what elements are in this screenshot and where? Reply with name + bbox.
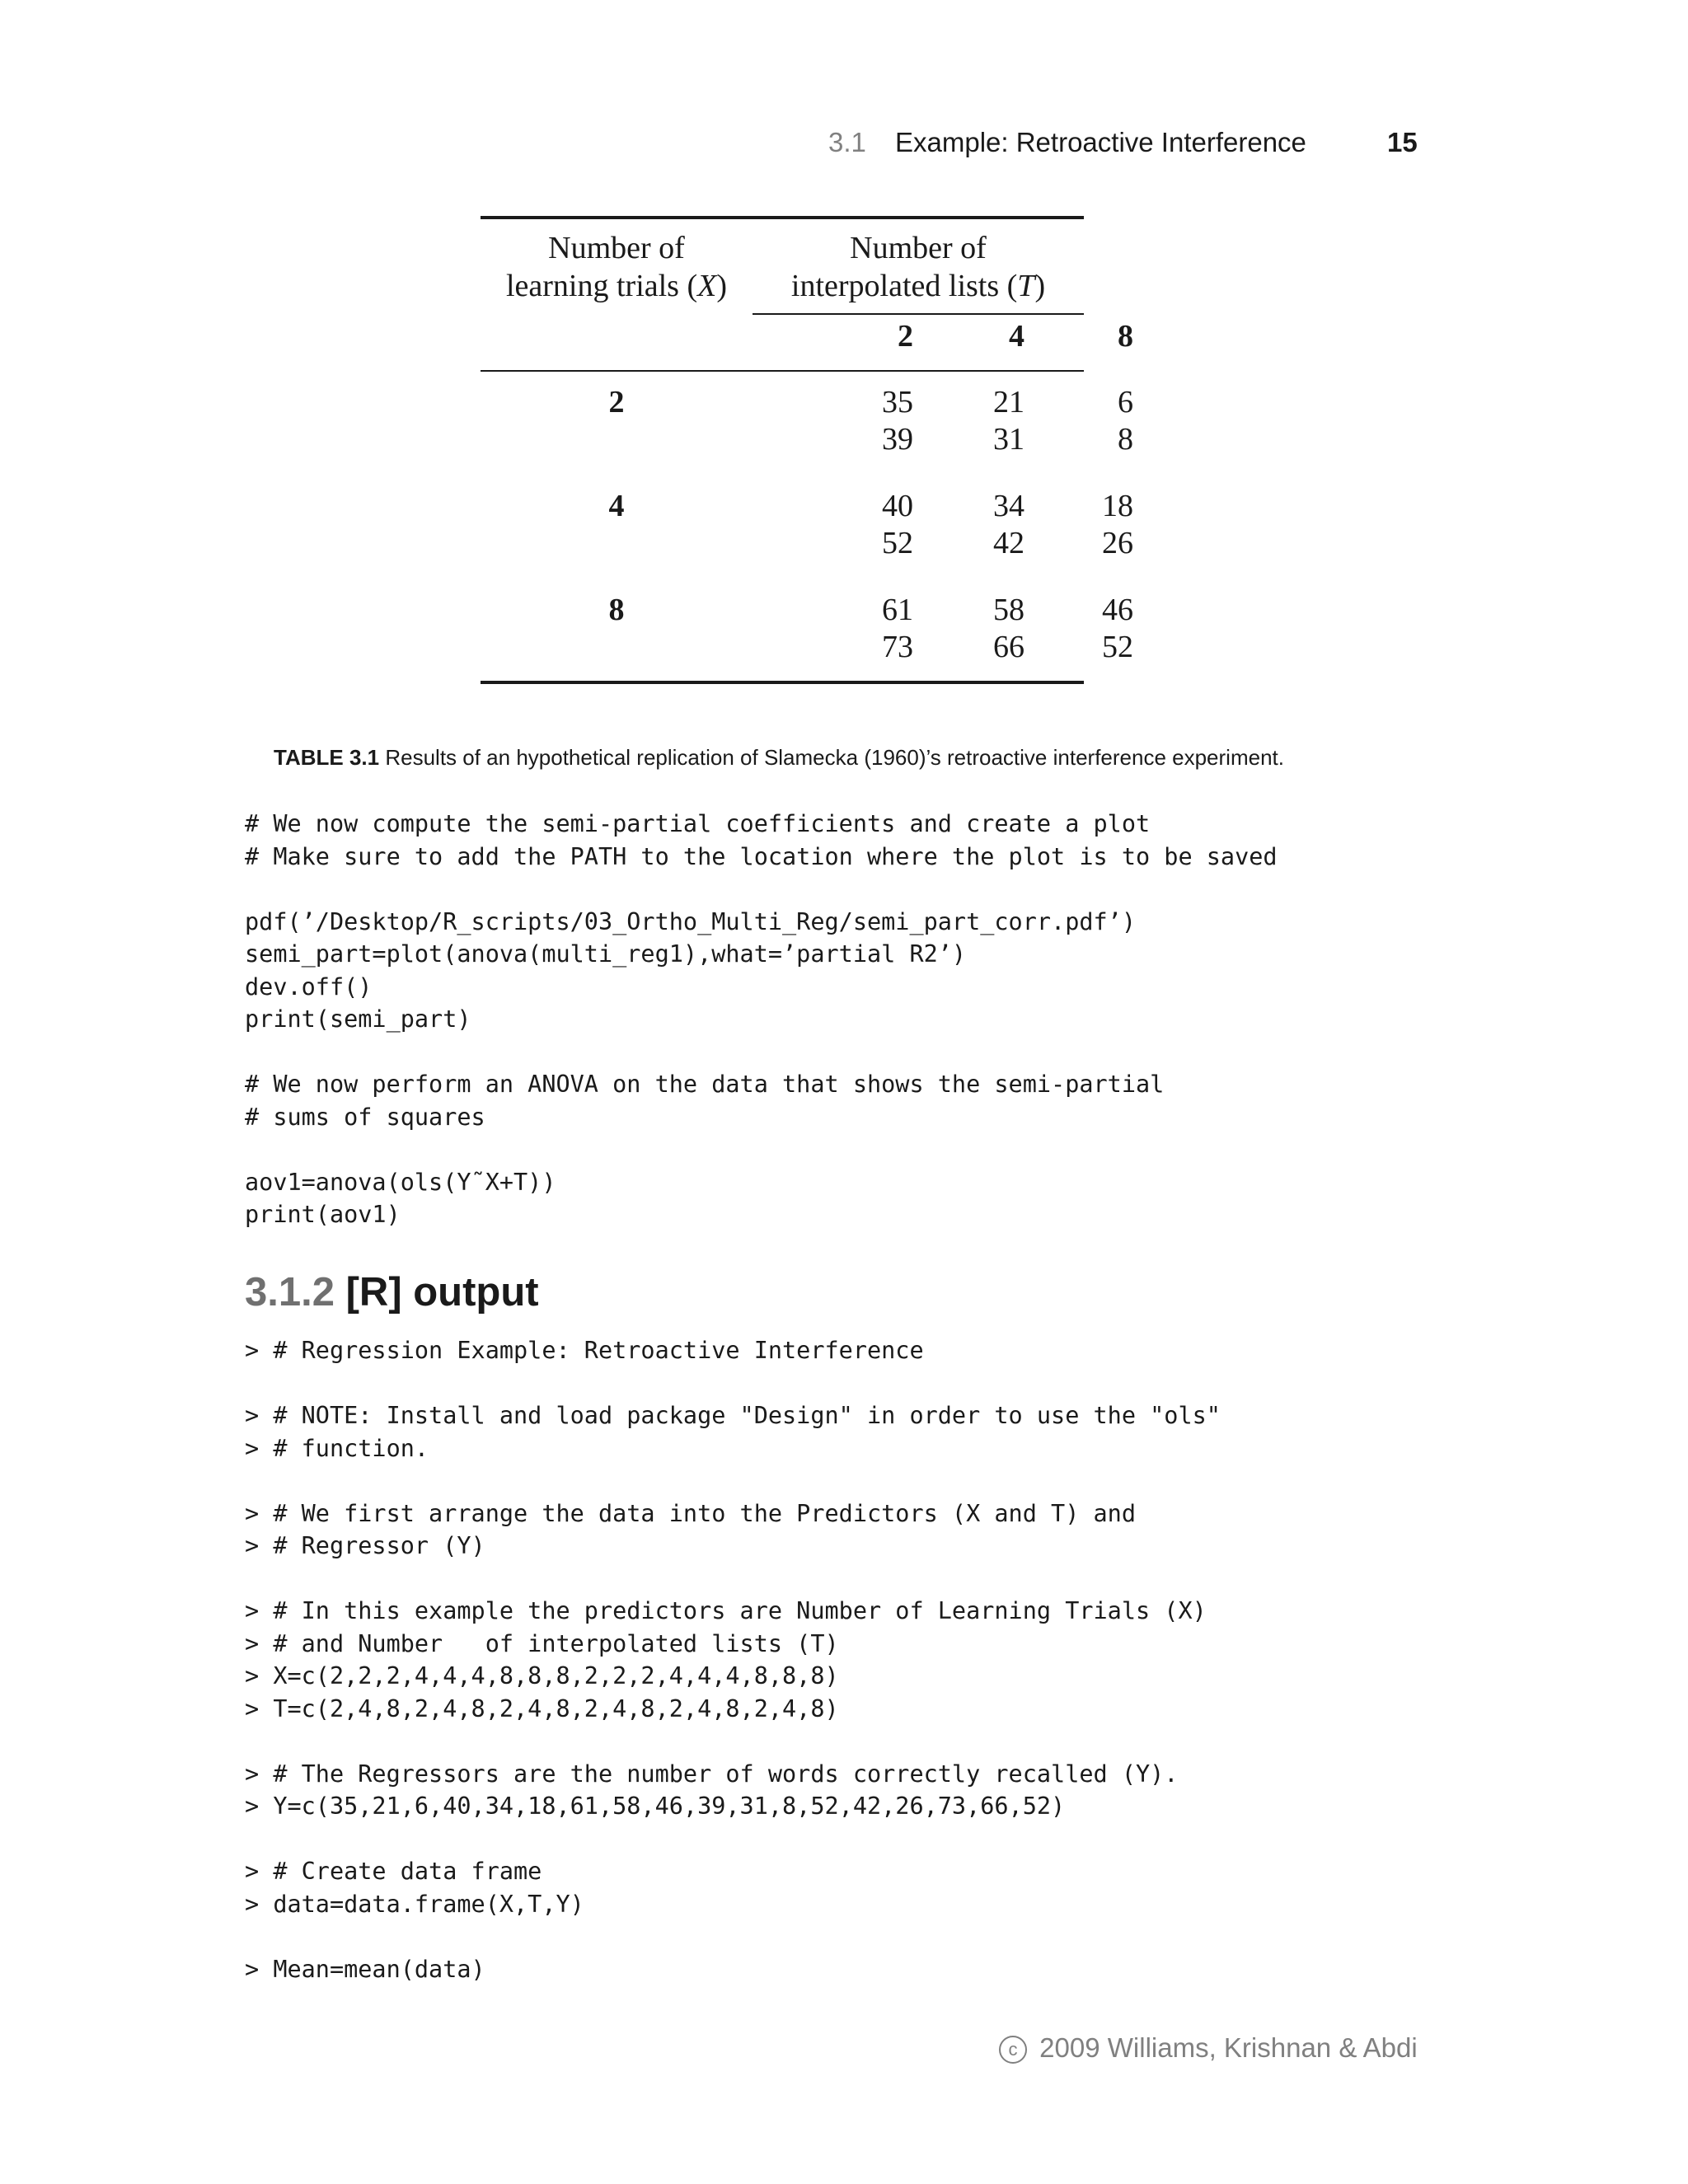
- table-cell: 35: [882, 385, 913, 419]
- t-level-header: 2: [898, 319, 913, 354]
- x-level-label: 4: [608, 489, 625, 523]
- table-cell: 34: [993, 489, 1025, 523]
- table-cell: 42: [993, 526, 1025, 560]
- header-section-title: Example: Retroactive Interference: [895, 127, 1306, 157]
- running-header: [0, 127, 1688, 163]
- table-cell: 52: [1102, 630, 1133, 664]
- subsection-heading: [245, 1269, 539, 1315]
- table-cell: 31: [993, 422, 1025, 457]
- table-bottom-rule: [481, 681, 1084, 684]
- header-section-number: 3.1: [828, 127, 866, 157]
- subsection-title: [R] output: [345, 1270, 539, 1315]
- table-cell: 26: [1102, 526, 1133, 560]
- table-cell: 40: [882, 489, 913, 523]
- table-cell: 52: [882, 526, 913, 560]
- copyright-notice: [999, 2032, 1418, 2064]
- table-header-rule: [481, 370, 1084, 372]
- table-cell: 58: [993, 593, 1025, 627]
- table-cell: 39: [882, 422, 913, 457]
- table-caption: [274, 745, 1284, 771]
- t-level-header: 4: [1009, 319, 1025, 354]
- table-subheader-rule: [753, 313, 1084, 315]
- table-cell: 8: [1118, 422, 1133, 457]
- column-header-learning-trials: Number of learning trials (X): [505, 231, 727, 303]
- table-cell: 46: [1102, 593, 1133, 627]
- r-output-block: > # Regression Example: Retroactive Interference > # NOTE: Install and load package "Design" in order to use the "ols" > # function. > # We first arrange the data into the Predictors (X and T) and > # Regressor (Y) > # In this example the predictors are Number of Learning Trials (X) > # and Number of interpolated lists (T) > X=c(2,2,2,4,4,4,8,8,8,2,2,2,4,4,4,8,8,8) > T=c(2,4,8,2,4,8,2,4,8,2,4,8,2,4,8,2,4,8) > # The Regressors are the number of words correctly recalled (Y). > Y=c(35,21,6,40,34,18,61,58,46,39,31,8,52,42,26,73,66,52) > # Create data frame > data=data.frame(X,T,Y) > Mean=mean(data): [245, 1337, 1221, 1983]
- x-level-label: 2: [608, 385, 625, 419]
- page-number: 15: [1387, 127, 1418, 157]
- table-cell: 6: [1118, 385, 1133, 419]
- table-cell: 73: [882, 630, 913, 664]
- table-cell: 18: [1102, 489, 1133, 523]
- table-top-rule: [481, 216, 1084, 219]
- data-table: [481, 216, 1133, 684]
- caption-text: Results of an hypothetical replication of Slamecka (1960)’s retroactive interference experiment.: [385, 745, 1284, 770]
- caption-label: TABLE 3.1: [274, 745, 380, 770]
- r-code-block: # We now compute the semi-partial coefficients and create a plot # Make sure to add the PATH to the location where the plot is to be saved pdf(’/Desktop/R_scripts/03_Ortho_Multi_Reg/semi_part_corr.pdf’) semi_part=plot(anova(multi_reg1),what=’partial R2’) dev.off() print(semi_part) # We now perform an ANOVA on the data that shows the semi-partial # sums of squares aov1=anova(ols(Y˜X+T)) print(aov1): [245, 810, 1278, 1228]
- copyright-icon: c: [999, 2036, 1027, 2064]
- copyright-text: 2009 Williams, Krishnan & Abdi: [1039, 2032, 1418, 2063]
- column-header-interpolated-lists: Number of interpolated lists (T): [790, 231, 1046, 303]
- subsection-number: 3.1.2: [245, 1270, 335, 1315]
- x-level-label: 8: [608, 593, 625, 627]
- table-cell: 21: [993, 385, 1025, 419]
- table-cell: 61: [882, 593, 913, 627]
- table-cell: 66: [993, 630, 1025, 664]
- t-level-header: 8: [1118, 319, 1133, 354]
